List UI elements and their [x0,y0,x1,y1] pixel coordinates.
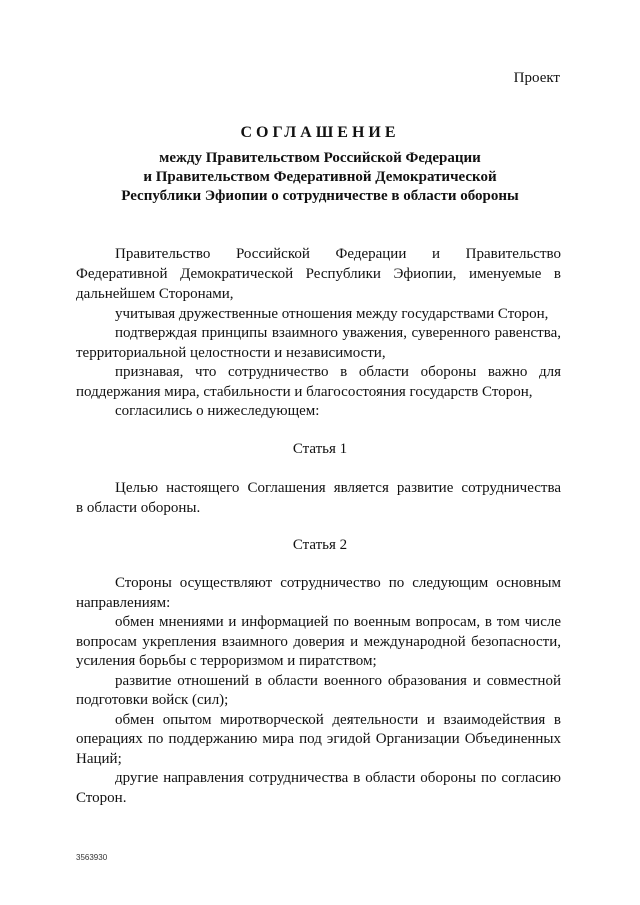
preamble-line: признавая, что сотрудничество в области обороны важно для [115,364,561,380]
article-2-line: направлениям: [76,595,171,611]
article-2-line: Стороны осуществляют сотрудничество по следующим основным [115,575,561,591]
preamble-line: поддержания мира, стабильности и благосостояния государств Сторон, [76,384,533,400]
preamble-line: территориальной целостности и независимости, [76,345,386,361]
article-2-line: другие направления сотрудничества в области обороны по согласию [115,770,561,786]
preamble-line: учитывая дружественные отношения между государствами Сторон, [115,306,549,322]
title-line-1: между Правительством Российской Федерации [159,150,481,166]
article-2-line: подготовки войск (сил); [76,692,229,708]
article-2-line: усиления борьбы с терроризмом и пиратством; [76,653,377,669]
article-2-line: Наций; [76,751,122,767]
article-2-line: Сторон. [76,790,127,806]
article-2-line: вопросам укрепления взаимного доверия и международной безопасности, [76,634,561,650]
article-2-heading: Статья 2 [292,537,348,553]
preamble-line: Федеративной Демократической Республики Эфиопии, именуемые в [76,266,561,282]
preamble-line: Правительство Российской Федерации и Правительство [115,246,561,262]
title-line-2: и Правительством Федеративной Демократической [143,169,497,185]
article-2-line: обмен опытом миротворческой деятельности и взаимодействия в [115,712,561,728]
preamble-line: согласились о нижеследующем: [115,403,320,419]
title-line-3: Республики Эфиопии о сотрудничестве в области обороны [121,188,519,204]
draft-stamp: Проект [513,70,560,86]
document-title: СОГЛАШЕНИЕ [240,124,400,141]
article-1-heading: Статья 1 [292,441,348,457]
article-1-line: в области обороны. [76,500,201,516]
article-2-line: развитие отношений в области военного образования и совместной [115,673,561,689]
article-2-line: обмен мнениями и информацией по военным вопросам, в том числе [115,614,561,630]
article-2-line: операциях по поддержанию мира под эгидой Организации Объединенных [76,731,561,747]
preamble-line: дальнейшем Сторонами, [76,286,234,302]
document-number: 3563930 [76,853,108,862]
preamble-line: подтверждая принципы взаимного уважения, суверенного равенства, [115,325,561,341]
article-1-line: Целью настоящего Соглашения является развитие сотрудничества [115,480,561,496]
